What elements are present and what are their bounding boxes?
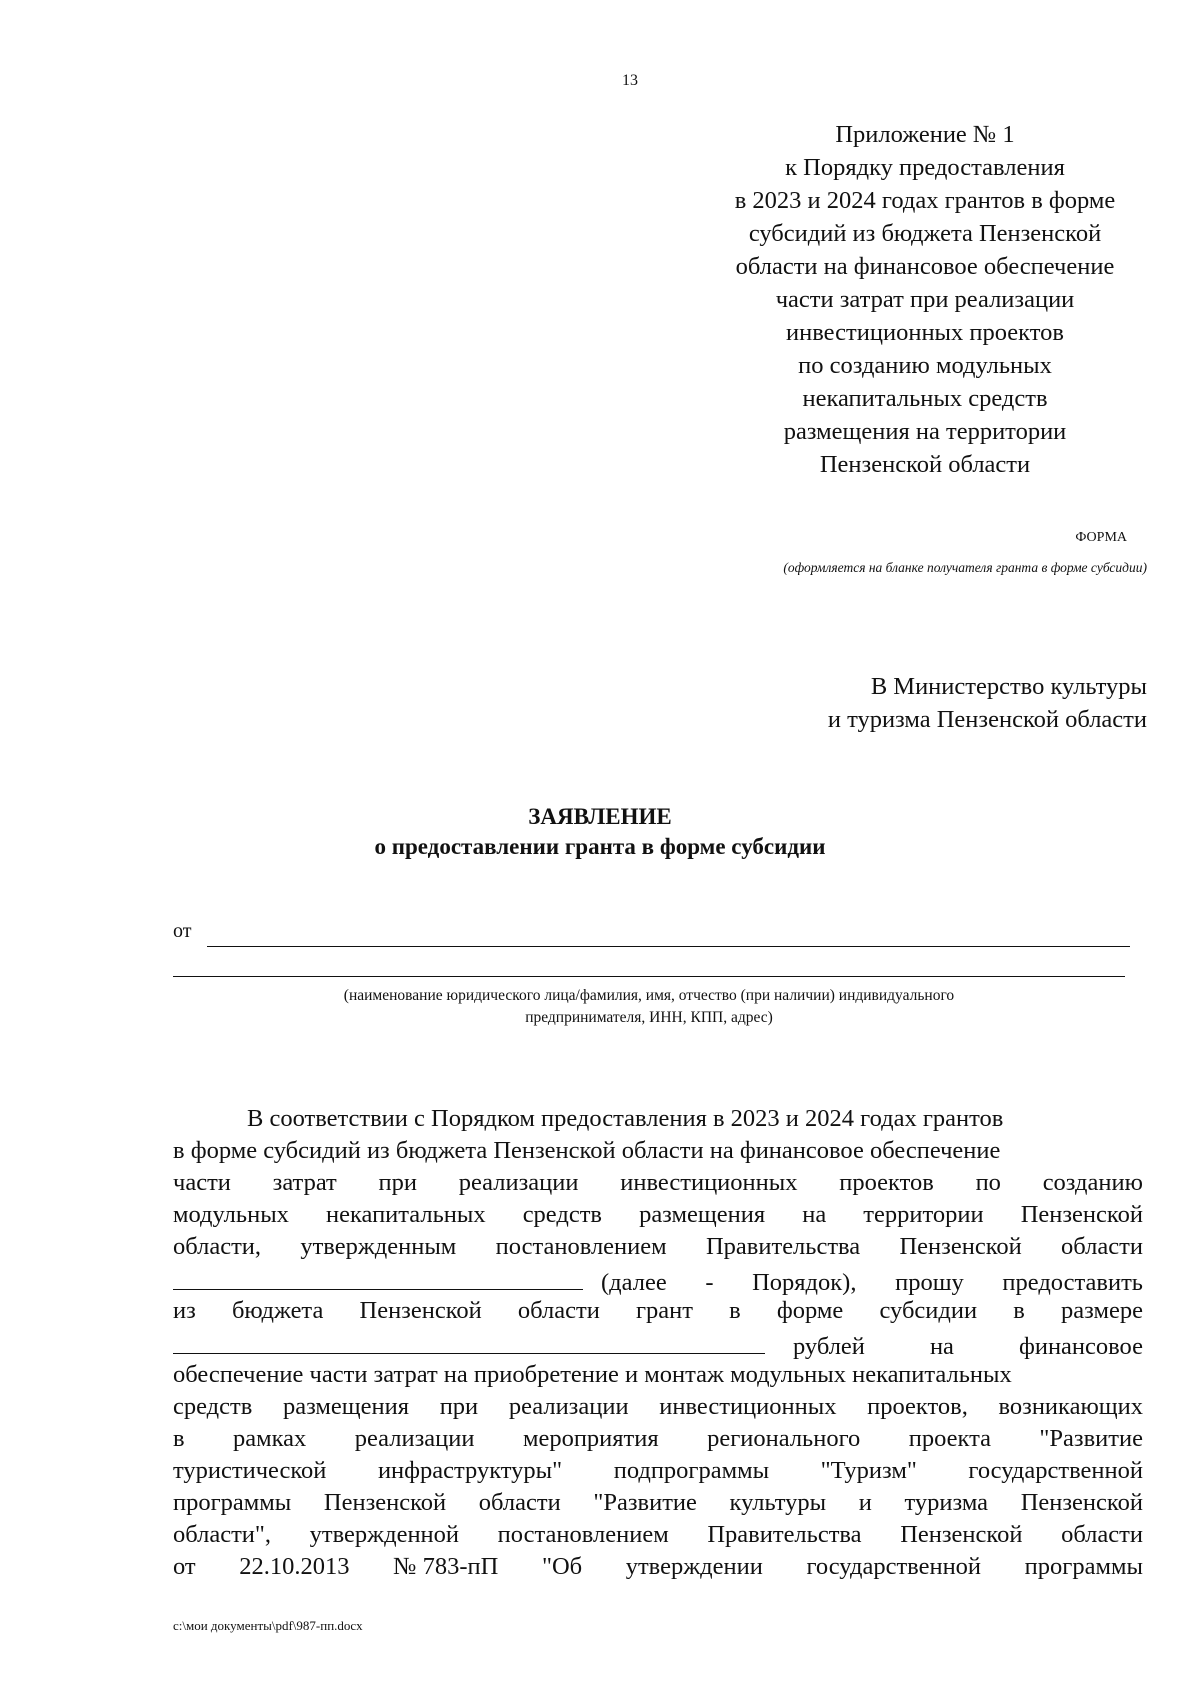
body-word: проектов [839, 1169, 934, 1196]
body-word: грант [636, 1297, 693, 1324]
recipient-line-1: В Министерство культуры [870, 673, 1147, 700]
body-word: области, [173, 1233, 262, 1260]
body-word: форме [776, 1297, 844, 1324]
body-word: рублей [793, 1333, 865, 1359]
form-label: ФОРМА [1075, 530, 1127, 545]
body-line [173, 1519, 1143, 1551]
body-word: инфраструктуры" [377, 1457, 563, 1484]
body-word: модульных [173, 1201, 289, 1228]
appendix-line: к Порядку предоставления [785, 154, 1065, 181]
body-word: части [173, 1169, 231, 1196]
body-word: возникающих [998, 1393, 1143, 1420]
body-word: постановлением [495, 1233, 667, 1260]
body-line [173, 1263, 1143, 1295]
body-line [173, 1167, 1143, 1199]
recipient-block [627, 670, 1147, 736]
appendix-line: по созданию модульных [798, 352, 1052, 379]
body-line [173, 1423, 1143, 1455]
from-row [173, 920, 1130, 950]
body-word: Пензенской [1020, 1201, 1143, 1228]
body-word: финансовое [1018, 1333, 1143, 1359]
title-line-2: о предоставлении гранта в форме субсидии [374, 834, 826, 859]
file-path-footer: c:\мои документы\pdf\987-пп.docx [173, 1618, 363, 1633]
body-word: Пензенской [323, 1489, 447, 1516]
body-word: Пензенской [359, 1297, 482, 1324]
resolution-blank[interactable] [173, 1263, 583, 1290]
body-word: и [858, 1489, 872, 1516]
from-caption-line-2: предпринимателя, ИНН, КПП, адрес) [525, 1009, 773, 1026]
body-word: "Развитие [593, 1489, 697, 1516]
body-word: утвержденной [309, 1521, 460, 1548]
body-line [173, 1231, 1143, 1263]
body-word: подпрограммы [613, 1457, 770, 1484]
body-word: предоставить [1002, 1269, 1143, 1295]
body-word: при [439, 1393, 479, 1420]
body-word: Пензенской [899, 1233, 1022, 1260]
appendix-block [660, 118, 1190, 481]
body-word: постановлением [497, 1521, 669, 1548]
body-word: территории [863, 1201, 984, 1228]
recipient-line-2: и туризма Пензенской области [827, 706, 1147, 733]
body-word: Пензенской [900, 1521, 1023, 1548]
appendix-line: части затрат при реализации [775, 286, 1075, 313]
body-word: рамках [233, 1425, 307, 1452]
body-word: размещения [639, 1201, 766, 1228]
body-word: области", [173, 1521, 272, 1548]
body-word: Пензенской [1020, 1489, 1143, 1516]
body-word: области [478, 1489, 561, 1516]
body-word: затрат [272, 1169, 337, 1196]
body-word: области [1061, 1233, 1143, 1260]
body-word: - [705, 1269, 714, 1295]
body-word: государственной [806, 1553, 982, 1580]
document-title [0, 802, 1200, 862]
body-words [793, 1331, 1143, 1359]
body-word: области [517, 1297, 600, 1324]
body-word: созданию [1042, 1169, 1143, 1196]
body-word: бюджета [231, 1297, 324, 1324]
body-word: прошу [895, 1269, 964, 1295]
appendix-line: Пензенской области [819, 451, 1031, 478]
body-word: Правительства [707, 1521, 862, 1548]
body-word: государственной [968, 1457, 1143, 1484]
body-word: мероприятия [522, 1425, 659, 1452]
body-word: программы [1024, 1553, 1143, 1580]
body-word: реализации [354, 1425, 475, 1452]
body-word: инвестиционных [659, 1393, 837, 1420]
body-word: регионального [707, 1425, 861, 1452]
body-line [173, 1295, 1143, 1327]
body-word: Порядок), [752, 1269, 857, 1295]
body-line: обеспечение части затрат на приобретение и монтаж модульных некапитальных [173, 1361, 1012, 1388]
body-line [173, 1327, 1143, 1359]
body-word: в [1013, 1297, 1025, 1324]
body-word: инвестиционных [620, 1169, 798, 1196]
body-line: в форме субсидий из бюджета Пензенской области на финансовое обеспечение [173, 1137, 1001, 1164]
body-word: средств [522, 1201, 602, 1228]
body-word: № 783-пП [393, 1553, 499, 1580]
body-word: "Развитие [1039, 1425, 1143, 1452]
from-caption-line-1: (наименование юридического лица/фамилия, имя, отчество (при наличии) индивидуального [343, 987, 955, 1004]
body-word: утвержденным [300, 1233, 457, 1260]
body-word: 22.10.2013 [239, 1553, 350, 1580]
body-word: туристической [173, 1457, 327, 1484]
body-line: В соответствии с Порядком предоставления в 2023 и 2024 годах грантов [247, 1105, 1004, 1132]
appendix-line: размещения на территории [783, 418, 1067, 445]
body-line [173, 1551, 1143, 1583]
page-number: 13 [622, 72, 638, 89]
applicant-name-blank[interactable] [207, 946, 1130, 947]
body-word: на [802, 1201, 827, 1228]
body-line [173, 1391, 1143, 1423]
appendix-line: в 2023 и 2024 годах грантов в форме [734, 187, 1116, 214]
body-word: (далее [601, 1269, 667, 1295]
body-word: от [173, 1553, 196, 1580]
body-paragraph [173, 1103, 1143, 1583]
body-word: при [378, 1169, 417, 1196]
body-word: размере [1061, 1297, 1143, 1324]
body-word: утверждении [625, 1553, 763, 1580]
amount-blank[interactable] [173, 1327, 765, 1354]
title-line-1: ЗАЯВЛЕНИЕ [528, 804, 672, 829]
appendix-line: некапитальных средств [802, 385, 1048, 412]
from-caption [173, 985, 1125, 1029]
body-word: реализации [458, 1169, 579, 1196]
body-word: по [975, 1169, 1001, 1196]
body-word: средств [173, 1393, 253, 1420]
appendix-line: субсидий из бюджета Пензенской [748, 220, 1102, 247]
appendix-line: области на финансовое обеспечение [735, 253, 1115, 280]
body-word: "Об [541, 1553, 583, 1580]
body-word: реализации [508, 1393, 629, 1420]
body-word: в [173, 1425, 185, 1452]
applicant-details-blank[interactable] [173, 976, 1125, 977]
body-word: "Туризм" [820, 1457, 917, 1484]
body-line [173, 1487, 1143, 1519]
body-word: размещения [282, 1393, 410, 1420]
from-label: от [173, 920, 192, 942]
body-word: субсидии [879, 1297, 978, 1324]
body-word: на [929, 1333, 954, 1359]
appendix-line: инвестиционных проектов [786, 319, 1064, 346]
body-word: в [729, 1297, 741, 1324]
body-word: программы [173, 1489, 292, 1516]
body-word: проектов, [867, 1393, 968, 1420]
body-word: из [173, 1297, 196, 1324]
body-word: области [1061, 1521, 1143, 1548]
body-word: проекта [908, 1425, 991, 1452]
body-line [173, 1199, 1143, 1231]
body-word: Правительства [705, 1233, 861, 1260]
form-note: (оформляется на бланке получателя гранта в форме субсидии) [783, 560, 1147, 575]
body-word: некапитальных [326, 1201, 486, 1228]
appendix-line: Приложение № 1 [835, 121, 1015, 148]
body-word: культуры [729, 1489, 827, 1516]
body-line [173, 1455, 1143, 1487]
body-words [601, 1267, 1143, 1295]
body-word: туризма [904, 1489, 989, 1516]
